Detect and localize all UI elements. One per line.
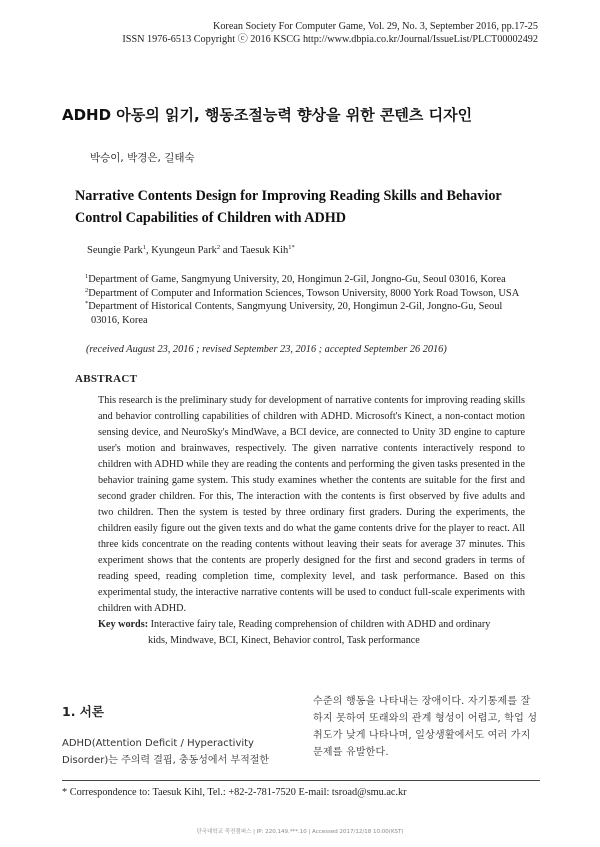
- author-1-sup: 1: [142, 244, 146, 251]
- author-2: Kyungeun Park: [151, 245, 217, 256]
- affiliation-3-text: Department of Historical Contents, Sangmyung University, 20, Hongimun 2-Gil, Jongno-Gu, Seoul: [88, 301, 503, 313]
- keywords-line-2: kids, Mindwave, BCI, Kinect, Behavior control, Task performance: [148, 635, 420, 646]
- journal-line-2: ISSN 1976-6513 Copyright ⓒ 2016 KSCG http://www.dbpia.co.kr/Journal/IssueList/PLCT00002492: [122, 34, 538, 45]
- section-right-text: 수준의 행동을 나타내는 장애이다. 자기통제를 잘 하지 못하여 또래와의 관계 형성이 어렵고, 학업 성취도가 낮게 나타나며, 일상생활에서도 여러 가지 문제를 유발한다.: [313, 696, 538, 758]
- affiliation-2-sup: 2: [85, 286, 89, 294]
- korean-title: ADHD 아동의 읽기, 행동조절능력 향상을 위한 콘텐츠 디자인: [62, 106, 473, 124]
- author-2-sup: 2: [216, 244, 221, 251]
- author-sep-2: and: [220, 245, 241, 256]
- affiliation-3-sup: *: [85, 300, 89, 308]
- abstract-body: This research is the preliminary study for development of narrative contents for improving reading skills and behavior controlling capabilities of children with ADHD. Microsoft's Kinect, a non-contact motion sensing device, and NeuroSky's MindWave, a BCI device, are connected to Unity 3D engine to capture user's motion and brainwaves, respectively. The given narrative contents interactively respond to children with ADHD while they are reading the contents and performing the given tasks presented in the behavior training game system. This study examines whether the contents are suitable for the first and second grader children. For this, The interaction with the contents is first observed by five adults and two children. Then the system is tested by three ordinary first graders. During the experiments, the children easily figure out the given texts and do what the game contents drive for the player to react. All three kids concentrate on the reading contents without leaving their seats for average 37 minutes. This experiment shows that the contents are properly designed for the first and second graders in terms of reading speed, reading completion time, complexity level, and task performance. Based on this experimental study, the interactive narrative contents will be used to conduct full-scale experiments with children with ADHD.: [98, 395, 525, 614]
- korean-authors: 박승이, 박경은, 길태숙: [90, 152, 195, 164]
- section-heading: 1. 서론: [62, 704, 104, 719]
- author-3: Taesuk Kih: [240, 245, 289, 256]
- author-3-sup: 1*: [288, 244, 295, 251]
- abstract-heading: ABSTRACT: [75, 373, 138, 385]
- affiliation-2-text: Department of Computer and Information Sciences, Towson University, 8000 York Road Towson, USA: [88, 287, 520, 299]
- received-dates: (received August 23, 2016 ; revised September 23, 2016 ; accepted September 26 2016): [86, 344, 447, 355]
- author-1: Seungie Park: [87, 245, 143, 256]
- affiliation-1: [85, 273, 525, 287]
- keywords-text-1: Interactive fairy tale, Reading comprehension of children with ADHD and ordinary: [150, 619, 491, 630]
- english-authors: [87, 245, 295, 256]
- section-left-text: ADHD(Attention Deficit / Hyperactivity Disorder)는 주의력 결핍, 충동성에서 부적절한: [62, 738, 270, 766]
- keywords-line-1: [98, 617, 528, 633]
- keywords-label: Key words:: [98, 619, 149, 630]
- affiliation-3: [85, 300, 525, 314]
- journal-line-1: Korean Society For Computer Game, Vol. 29, No. 3, September 2016, pp.17-25: [212, 21, 538, 32]
- english-title: Narrative Contents Design for Improving Reading Skills and Behavior Control Capabilities of Children with ADHD: [75, 188, 502, 226]
- affiliation-1-text: Department of Game, Sangmyung University, 20, Hongimun 2-Gil, Jongno-Gu, Seoul 03016, Korea: [88, 274, 506, 285]
- footnote-divider: [62, 780, 540, 781]
- affiliation-3-continued: 03016, Korea: [91, 314, 148, 326]
- affiliation-2: [85, 287, 525, 301]
- access-footer: 단국대학교 죽전캠퍼스 | IP: 220.149.***.10 | Accessed 2017/12/18 10:00(KST): [196, 829, 404, 835]
- keywords: [98, 617, 528, 649]
- author-sep-1: ,: [145, 245, 152, 256]
- journal-header: [122, 20, 538, 46]
- correspondence-note: * Correspondence to: Taesuk Kihl, Tel.: +82-2-781-7520 E-mail: tsroad@smu.ac.kr: [62, 787, 407, 798]
- affiliation-1-sup: 1: [85, 273, 89, 280]
- affiliations: [85, 273, 525, 327]
